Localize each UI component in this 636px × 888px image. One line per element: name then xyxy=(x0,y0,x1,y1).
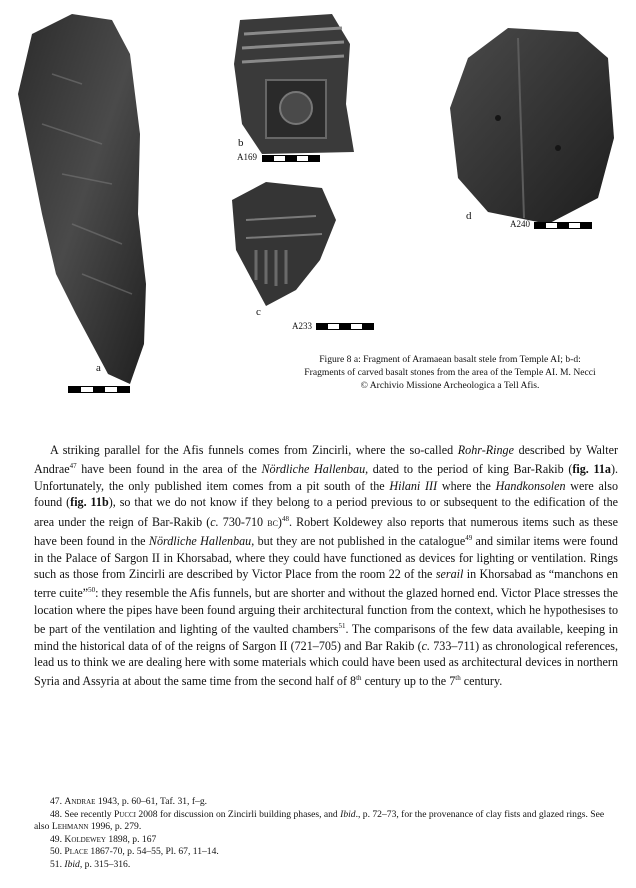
fig-label-a: a xyxy=(96,362,101,374)
carved-stone-b-photo xyxy=(232,14,358,154)
scale-bar-c xyxy=(316,323,374,330)
footnotes xyxy=(34,796,618,872)
carved-stone-c-photo xyxy=(226,180,338,310)
footnote-48: 48. See recently Pucci 2008 for discussion on Zincirli building phases, and Ibid., p. 72–73, for the provenance of clay fists and glazed rings. See also Lehmann 1996, p. 279. xyxy=(34,808,605,833)
fig-code-b: A169 xyxy=(237,152,257,162)
fig-label-b: b xyxy=(238,137,244,149)
carved-stone-d-photo xyxy=(448,28,620,224)
stele-fragment-a-photo xyxy=(12,14,152,396)
fig-label-c: c xyxy=(256,306,261,318)
footnote-51: 51. Ibid, p. 315–316. xyxy=(50,858,131,870)
scale-bar-d xyxy=(534,222,592,229)
fig-11a-ref[interactable]: fig. 11a xyxy=(572,462,611,477)
scale-bar-b xyxy=(262,155,320,162)
fig-label-d: d xyxy=(466,210,472,222)
footnote-50: 50. Place 1867-70, p. 54–55, Pl. 67, 11–14. xyxy=(50,846,219,858)
fig-code-d: A240 xyxy=(510,219,530,229)
fig-11b-ref[interactable]: fig. 11b xyxy=(70,495,109,510)
fig-code-c: A233 xyxy=(292,321,312,331)
scale-bar-a xyxy=(68,386,130,393)
figure-caption: Figure 8 a: Fragment of Aramaean basalt stele from Temple AI; b-d: Fragments of carved basalt stones from the area of the Temple AI. M. Necci © Archivio Missione Archeologica a Tell Afis. xyxy=(304,354,596,391)
footnote-49: 49. Koldewey 1898, p. 167 xyxy=(50,833,157,845)
footnote-47: 47. Andrae 1943, p. 60–61, Taf. 31, f–g. xyxy=(50,796,208,807)
body-paragraph: A striking parallel for the Afis funnels comes from Zincirli, where the so-called Rohr-Ringe described by Walter Andrae$^{47}$ have been found in the area of the Nördliche Hallenbau, dated to the period of king Bar-Rakib (fig. 11a). Unfortunately, the only published item comes from a pit south of the Hilani III where the Handkonsolen were also found (fig. 11b), so that we do not know if they belong to a period previous to or subsequent to the edification of the area under the reign of Bar-Rakib (c. 730-710 bc)$^{48}$. Robert Koldewey also reports that numerous items such as these have been found in the Nördliche Hallenbau, but they are not published in the catalogue$^{49}$ and similar items were found in the Palace of Sargon II in Khorsabad, where they could have functioned as devices for lighting or ventilation. Rings such as those from Zincirli are described by Victor Place from the room 22 of the serail in Khorsabad as “manchons en terre cuite”$^{50}$: they resemble the Afis funnels, but are shorter and without the glazed horned end. Victor Place stresses the location where the pipes have been found arguing their architectural function from the context, which he hypothesises to be part of the ventilation and lighting of the vaulted chambers$^{51}$. The comparisons of the few data available, keeping in mind the historical data of of the reigns of Sargon II (721–705) and Bar Rakib (c. 733–711) as chronological references, lead us to think we are dealing here with some materials which could have been used as architectural devices in northern Syria and Assyria at about the same time from the second half of 8th century up to the 7th century. xyxy=(34,443,619,689)
